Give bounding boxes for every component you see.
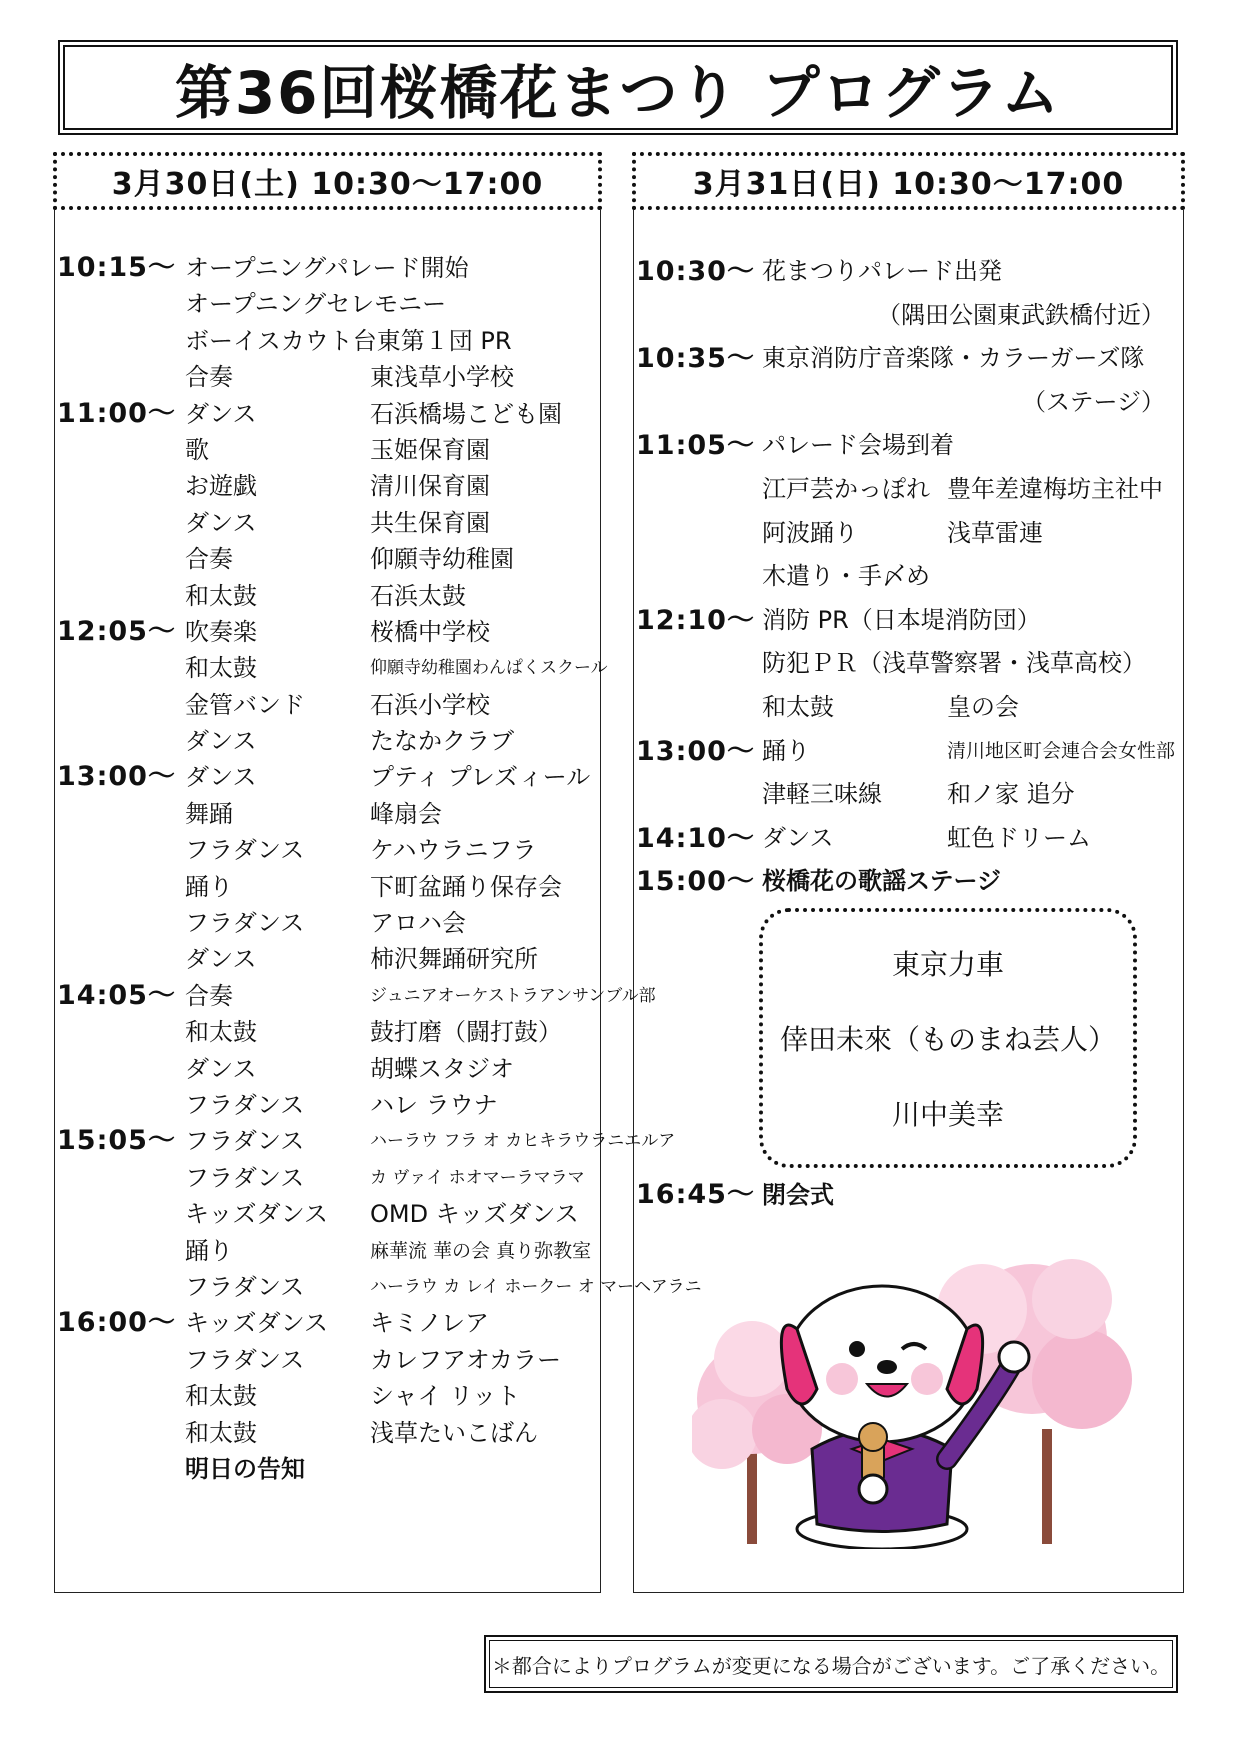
program-row [634,250,1183,294]
program-row [634,294,1183,338]
time-slot: 15:00〜 [636,866,755,898]
program-row [634,599,1183,643]
performer: 石浜太鼓 [370,581,466,610]
program-row [634,642,1183,686]
performer: ハーラウ カ レイ ホークー オ マーヘアラニ [370,1276,702,1297]
time-slot: 11:05〜 [636,430,755,462]
performer: 玉姫保育園 [370,435,490,464]
location-note: （ステージ） [1021,387,1165,416]
time-slot: 13:00〜 [636,735,755,767]
activity: フラダンス [185,1090,305,1119]
activity: 和太鼓 [185,1418,257,1447]
performer: ハーラウ フラ オ カヒキラウラニエルア [370,1131,676,1152]
program-row [55,978,656,1014]
activity: ダンス [185,399,257,428]
activity: オープニングセレモニー [185,290,447,319]
program-row [55,1233,600,1269]
activity: オープニングパレード開始 [185,254,469,282]
performer: 仰願寺幼稚園わんぱくスクール [370,658,608,679]
activity: 合奏 [185,545,233,574]
program-row [55,1123,676,1159]
time-slot: 14:05〜 [57,979,176,1011]
performer: 皇の会 [947,692,1019,721]
program-row [634,424,1183,468]
time-slot: 10:35〜 [636,343,755,375]
program-row [634,512,1183,556]
activity: 吹奏楽 [185,617,257,646]
closing-time: 16:45〜 [636,1179,755,1210]
program-row [55,396,600,432]
day2-column [633,153,1184,1593]
activity: ダンス [185,945,257,974]
program-row [55,759,600,795]
page-title: 第36回桜橋花まつり プログラム [174,58,1062,127]
program-row [55,796,600,832]
program-row [55,1051,600,1087]
time-slot: 11:00〜 [57,397,176,429]
performer: ケハウラニフラ [370,836,537,865]
activity: 明日の告知 [185,1454,305,1483]
activity: フラダンス [185,836,305,865]
performer: シャイ リット [370,1382,521,1411]
performer: キミノレア [370,1309,490,1338]
activity: 東京消防庁音楽隊・カラーガーズ隊 [762,344,1145,373]
program-row [55,869,600,905]
performer: 清川保育園 [370,472,490,501]
program-row [55,468,600,504]
performer: カ ヴァイ ホオマーラマラマ [370,1167,585,1188]
activity: フラダンス [185,909,305,938]
activity: 合奏 [185,363,233,392]
performer: 虹色ドリーム [947,823,1091,852]
time-slot: 16:00〜 [57,1307,176,1339]
activity: 合奏 [185,981,233,1010]
activity: 踊り [185,1236,233,1265]
program-row [55,578,600,614]
notice-text: ＊都合によりプログラムが変更になる場合がございます。ご了承ください。 [489,1640,1173,1688]
activity: ダンス [185,763,257,792]
activity: フラダンス [185,1163,305,1192]
activity: ダンス [185,1054,257,1083]
activity: 花まつりパレード出発 [762,257,1002,285]
performer: カレフアオカラー [370,1345,562,1374]
program-row [55,614,600,650]
activity: 和太鼓 [185,581,257,610]
time-slot: 10:15〜 [57,252,176,283]
activity: ダンス [762,823,834,852]
time-slot: 12:10〜 [636,604,755,636]
activity: 舞踊 [185,799,233,828]
time-slot: 15:05〜 [57,1125,176,1157]
title-banner [58,40,1178,135]
program-row [55,323,600,359]
stage-performer: 東京力車 [891,948,1004,982]
activity: 踊り [185,872,233,901]
program-row [55,286,600,322]
performer: 和ノ家 追分 [947,780,1075,809]
day2-header: 3月31日(日) 10:30〜17:00 [632,152,1185,210]
activity: 和太鼓 [185,1382,257,1411]
performer: 石浜橋場こども園 [370,399,562,428]
program-row [55,541,600,577]
program-row [634,381,1183,425]
program-row [55,905,600,941]
performer: 清川地区町会連合会女性部 [947,739,1176,762]
performer: たなかクラブ [370,727,514,756]
activity: フラダンス [185,1345,305,1374]
program-row [634,860,1183,904]
program-row [634,337,1183,381]
program-row [634,686,1183,730]
closing-activity: 閉会式 [762,1181,834,1209]
program-row [55,505,600,541]
activity: 踊り [762,736,810,765]
program-row [55,1342,600,1378]
program-row [55,941,600,977]
activity: 木遣り・手〆め [762,562,930,591]
performer: 共生保育園 [370,508,490,537]
program-row [55,1415,600,1451]
performer: アロハ会 [370,909,466,938]
program-row [634,555,1183,599]
activity: 江戸芸かっぽれ [762,474,930,503]
activity: 津軽三味線 [762,780,882,809]
program-row [55,1087,600,1123]
program-row [55,832,600,868]
activity: 和太鼓 [185,654,257,683]
performer: 胡蝶スタジオ [370,1054,514,1083]
performer: 石浜小学校 [370,690,490,719]
activity: 桜橋花の歌謡ステージ [762,867,1002,896]
program-row [55,359,600,395]
day2-program-list [634,250,1183,904]
performer: 豊年差違梅坊主社中 [947,474,1163,503]
program-row [55,1305,600,1341]
program-row [55,687,600,723]
location-note: （隅田公園東武鉄橋付近） [877,300,1165,329]
stage-performer: 倖田未來（ものまね芸人） [779,1022,1116,1056]
closing-row [634,1177,1183,1213]
program-change-notice [484,1635,1178,1693]
activity: 和太鼓 [185,1018,257,1047]
program-row [634,773,1183,817]
activity: ダンス [185,727,257,756]
performer: 桜橋中学校 [370,617,490,646]
activity: フラダンス [185,1272,305,1301]
time-slot: 10:30〜 [636,256,755,287]
day1-header: 3月30日(土) 10:30〜17:00 [53,152,602,210]
activity: パレード会場到着 [762,431,954,460]
time-slot: 14:10〜 [636,822,755,854]
program-row [55,1196,600,1232]
performer: OMD キッズダンス [370,1200,579,1229]
performer: 麻華流 華の会 真り弥教室 [370,1239,592,1262]
activity: ボーイスカウト台東第１団 PR [185,326,512,355]
program-row [55,723,600,759]
program-row [55,250,600,286]
kayou-stage-performers [759,908,1137,1168]
performer: 仰願寺幼稚園 [370,545,514,574]
activity: 防犯ＰＲ（浅草警察署・浅草高校） [762,649,1146,678]
performer: 浅草雷連 [947,518,1043,547]
program-row [634,468,1183,512]
program-row [55,650,608,686]
program-row [55,1451,600,1487]
performer: 東浅草小学校 [370,363,514,392]
mascot-dog-with-cherry-blossoms-illustration [692,1249,1132,1549]
performer: 下町盆踊り保存会 [370,872,562,901]
program-row [55,1014,600,1050]
performer: ハレ ラウナ [370,1090,498,1119]
activity: キッズダンス [185,1200,329,1229]
program-row [55,1378,600,1414]
performer: 浅草たいこばん [370,1418,538,1447]
activity: お遊戯 [185,472,257,501]
activity: キッズダンス [185,1309,329,1338]
program-row [55,1269,702,1305]
performer: プティ プレズィール [370,763,591,792]
stage-performer: 川中美幸 [891,1097,1004,1131]
performer: 峰扇会 [370,799,442,828]
activity: ダンス [185,508,257,537]
program-row [634,730,1183,774]
performer: ジュニアオーケストラアンサンブル部 [370,985,656,1006]
program-row [55,1160,600,1196]
program-row [634,817,1183,861]
activity: 歌 [185,435,209,464]
time-slot: 13:00〜 [57,761,176,793]
activity: 金管バンド [185,690,305,719]
performer: 鼓打磨（闘打鼓） [370,1018,562,1047]
activity: 和太鼓 [762,692,834,721]
time-slot: 12:05〜 [57,615,176,647]
activity: 消防 PR（日本堤消防団） [762,605,1041,634]
activity: 阿波踊り [762,518,858,547]
activity: フラダンス [185,1127,305,1156]
performer: 柿沢舞踊研究所 [370,945,538,974]
program-row [55,432,600,468]
